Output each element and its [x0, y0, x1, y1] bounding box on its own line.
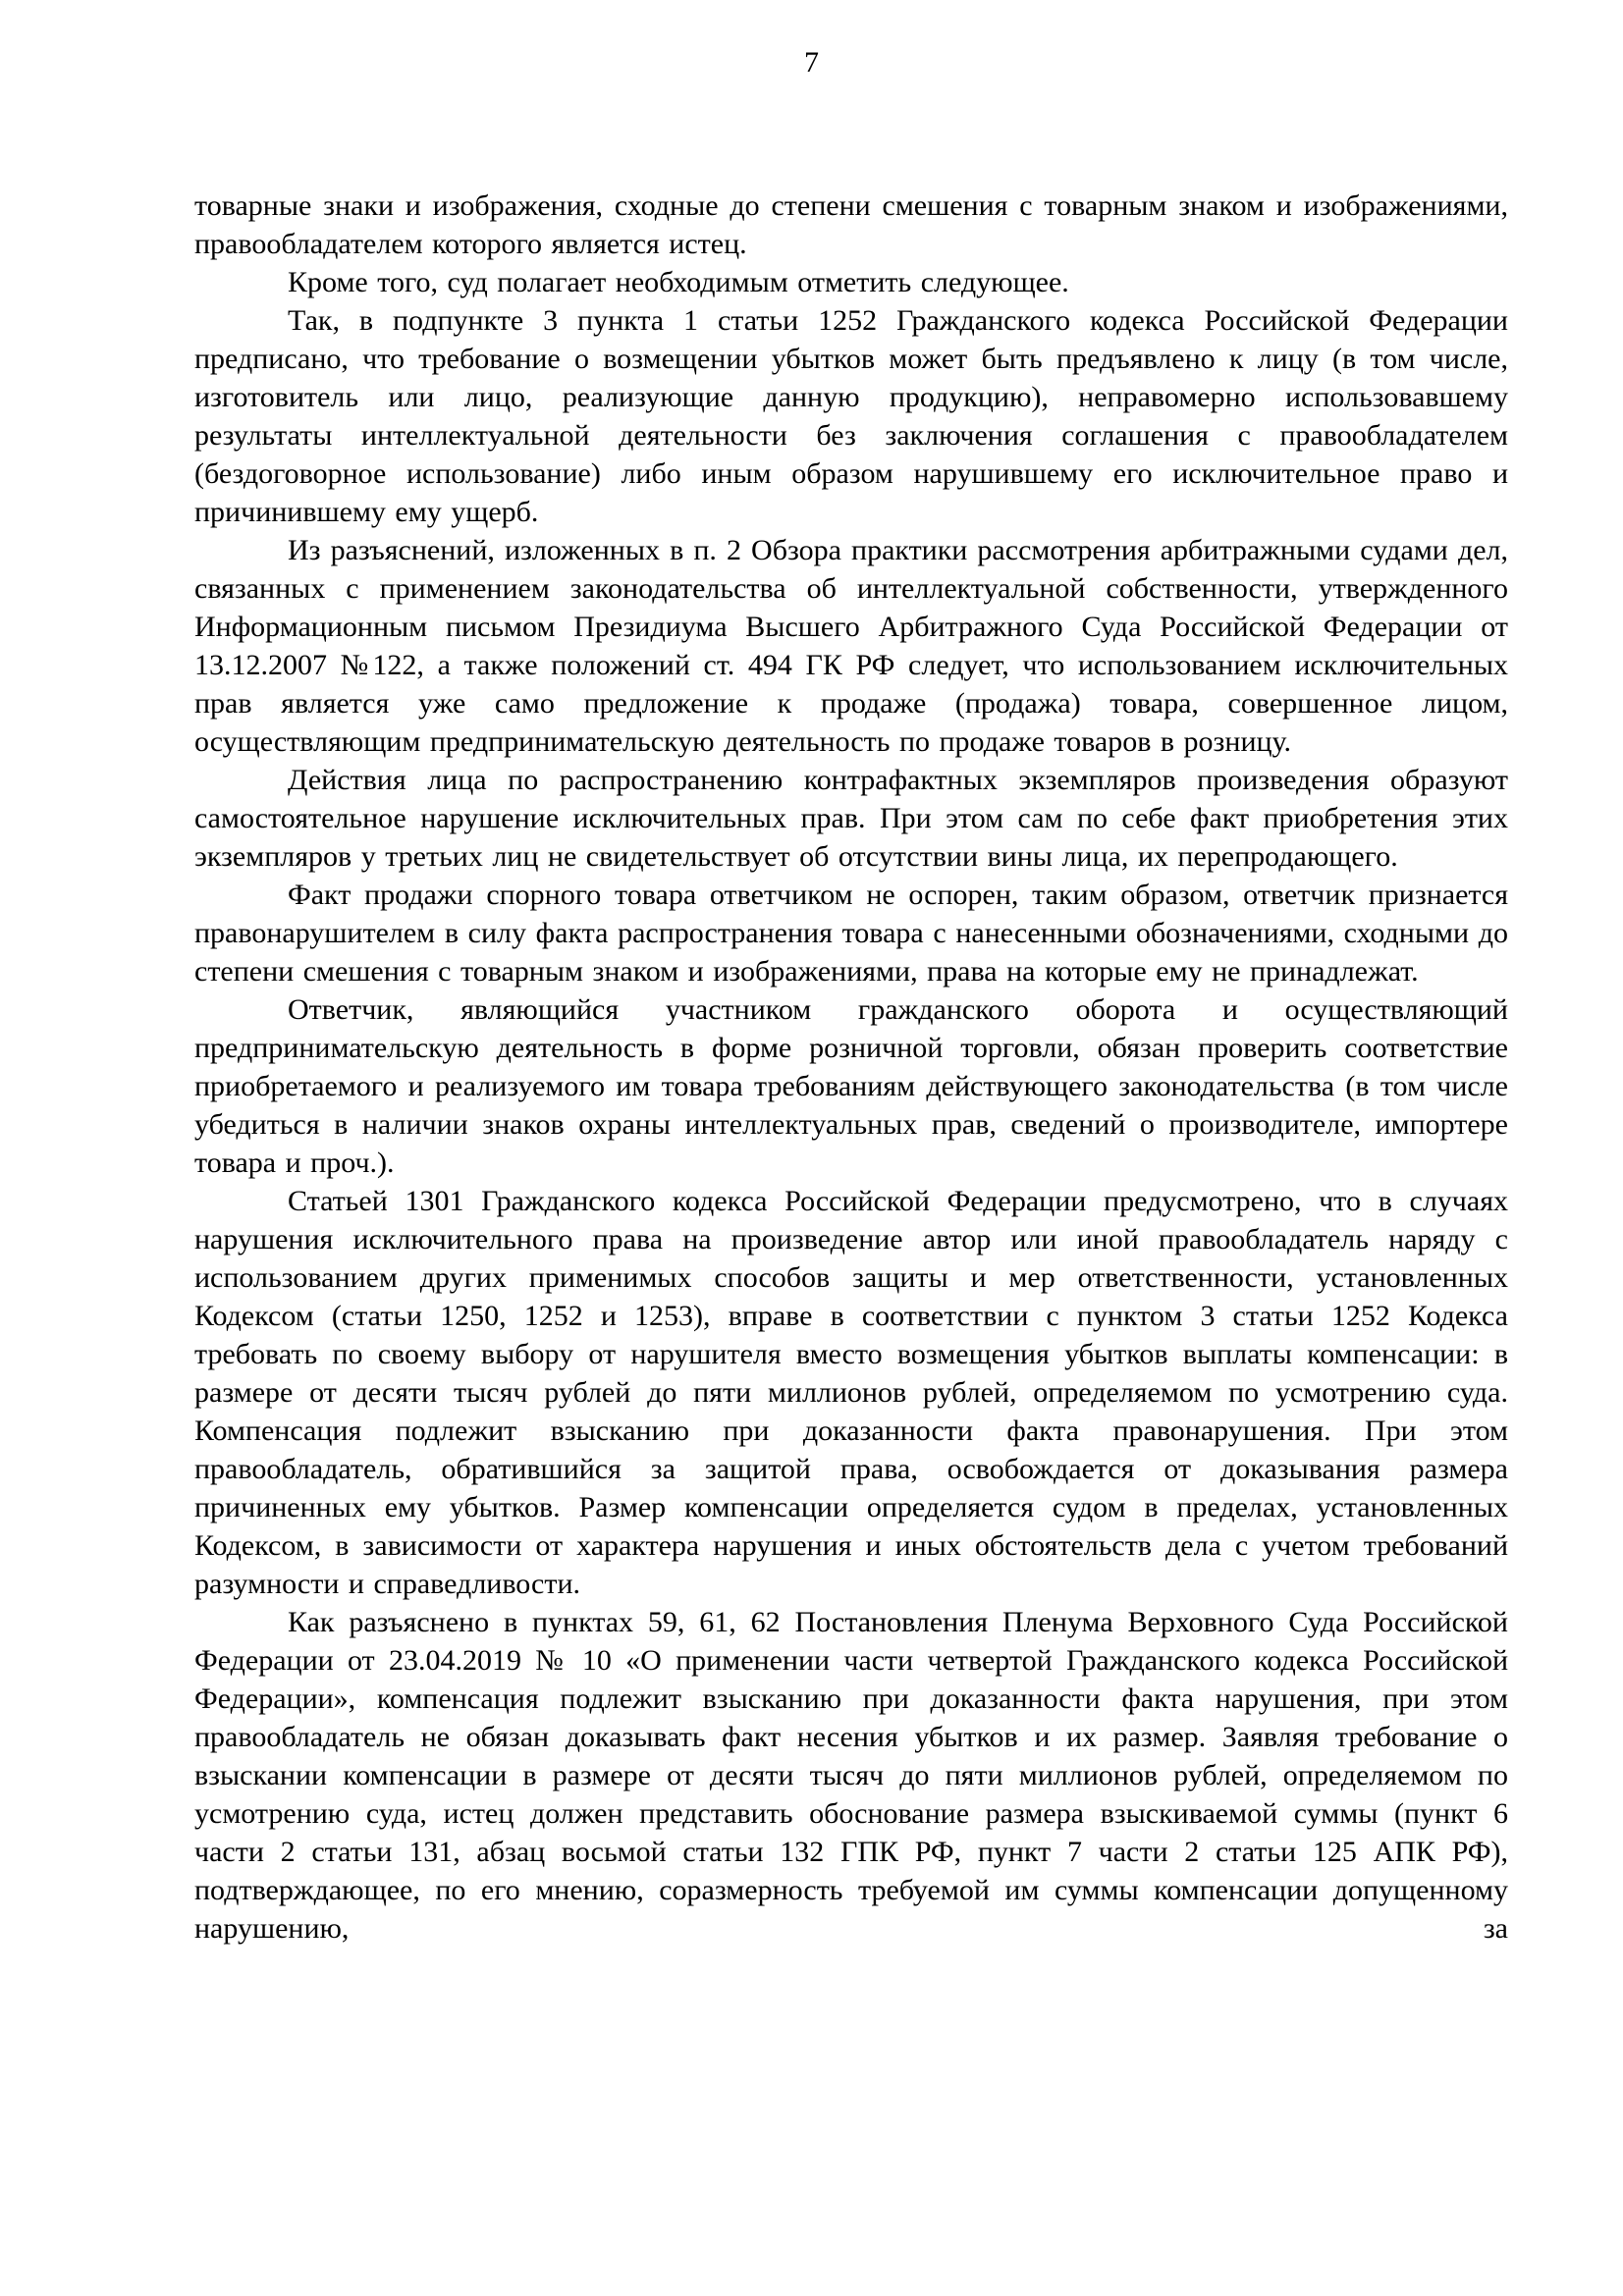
paragraph-incomplete: Как разъяснено в пунктах 59, 61, 62 Постановления Пленума Верховного Суда Российской Федерации от 23.04.2019 № 10 «О применении части четвертой Гражданского кодекса Российской Федерации», компенсация подлежит взысканию при доказанности факта нарушения, при этом правообладатель не обязан доказывать факт несения убытков и их размер. Заявляя требование о взыскании компенсации в размере от десяти тысяч до пяти миллионов рублей, определяемом по усмотрению суда, истец должен представить обоснование размера взыскиваемой суммы (пункт 6 части 2 статьи 131, абзац восьмой статьи 132 ГПК РФ, пункт 7 части 2 статьи 125 АПК РФ), подтверждающее, по его мнению, соразмерность требуемой им суммы компенсации допущенному нарушению, за [194, 1606, 1508, 1945]
paragraph: Действия лица по распространению контрафактных экземпляров произведения образуют самостоятельное нарушение исключительных прав. При этом сам по себе факт приобретения этих экземпляров у третьих лиц не свидетельствует об отсутствии вины лица, их перепродающего. [194, 764, 1508, 873]
paragraph: Ответчик, являющийся участником гражданского оборота и осуществляющий предпринимательскую деятельность в форме розничной торговли, обязан проверить соответствие приобретаемого и реализуемого им товара требованиям действующего законодательства (в том числе убедиться в наличии знаков охраны интеллектуальных прав, сведений о производителе, импортере товара и проч.). [194, 993, 1508, 1179]
paragraph: Кроме того, суд полагает необходимым отметить следующее. [288, 266, 1069, 298]
page-number: 7 [804, 46, 819, 79]
paragraph: Статьей 1301 Гражданского кодекса Российской Федерации предусмотрено, что в случаях нарушения исключительного права на произведение автор или иной правообладатель наряду с использованием других применимых способов защиты и мер ответственности, установленных Кодексом (статьи 1250, 1252 и 1253), вправе в соответствии с пунктом 3 статьи 1252 Кодекса требовать по своему выбору от нарушителя вместо возмещения убытков выплаты компенсации: в размере от десяти тысяч рублей до пяти миллионов рублей, определяемом по усмотрению суда. Компенсация подлежит взысканию при доказанности факта правонарушения. При этом правообладатель, обратившийся за защитой права, освобождается от доказывания размера причиненных ему убытков. Размер компенсации определяется судом в пределах, установленных Кодексом, в зависимости от характера нарушения и иных обстоятельств дела с учетом требований разумности и справедливости. [194, 1185, 1508, 1600]
paragraph-continuation: товарные знаки и изображения, сходные до степени смешения с товарным знаком и изображениями, правообладателем которого является истец. [194, 189, 1508, 260]
document-body [194, 187, 1508, 1948]
paragraph: Факт продажи спорного товара ответчиком не оспорен, таким образом, ответчик признается правонарушителем в силу факта распространения товара с нанесенными обозначениями, сходными до степени смешения с товарным знаком и изображениями, права на которые ему не принадлежат. [194, 879, 1508, 988]
paragraph: Так, в подпункте 3 пункта 1 статьи 1252 Гражданского кодекса Российской Федерации предписано, что требование о возмещении убытков может быть предъявлено к лицу (в том числе, изготовитель или лицо, реализующие данную продукцию), неправомерно использовавшему результаты интеллектуальной деятельности без заключения соглашения с правообладателем (бездоговорное использование) либо иным образом нарушившему его исключительное право и причинившему ему ущерб. [194, 304, 1508, 528]
paragraph: Из разъяснений, изложенных в п. 2 Обзора практики рассмотрения арбитражными судами дел, связанных с применением законодательства об интеллектуальной собственности, утвержденного Информационным письмом Президиума Высшего Арбитражного Суда Российской Федерации от 13.12.2007 №122, а также положений ст. 494 ГК РФ следует, что использованием исключительных прав является уже само предложение к продаже (продажа) товара, совершенное лицом, осуществляющим предпринимательскую деятельность по продаже товаров в розницу. [194, 534, 1508, 758]
